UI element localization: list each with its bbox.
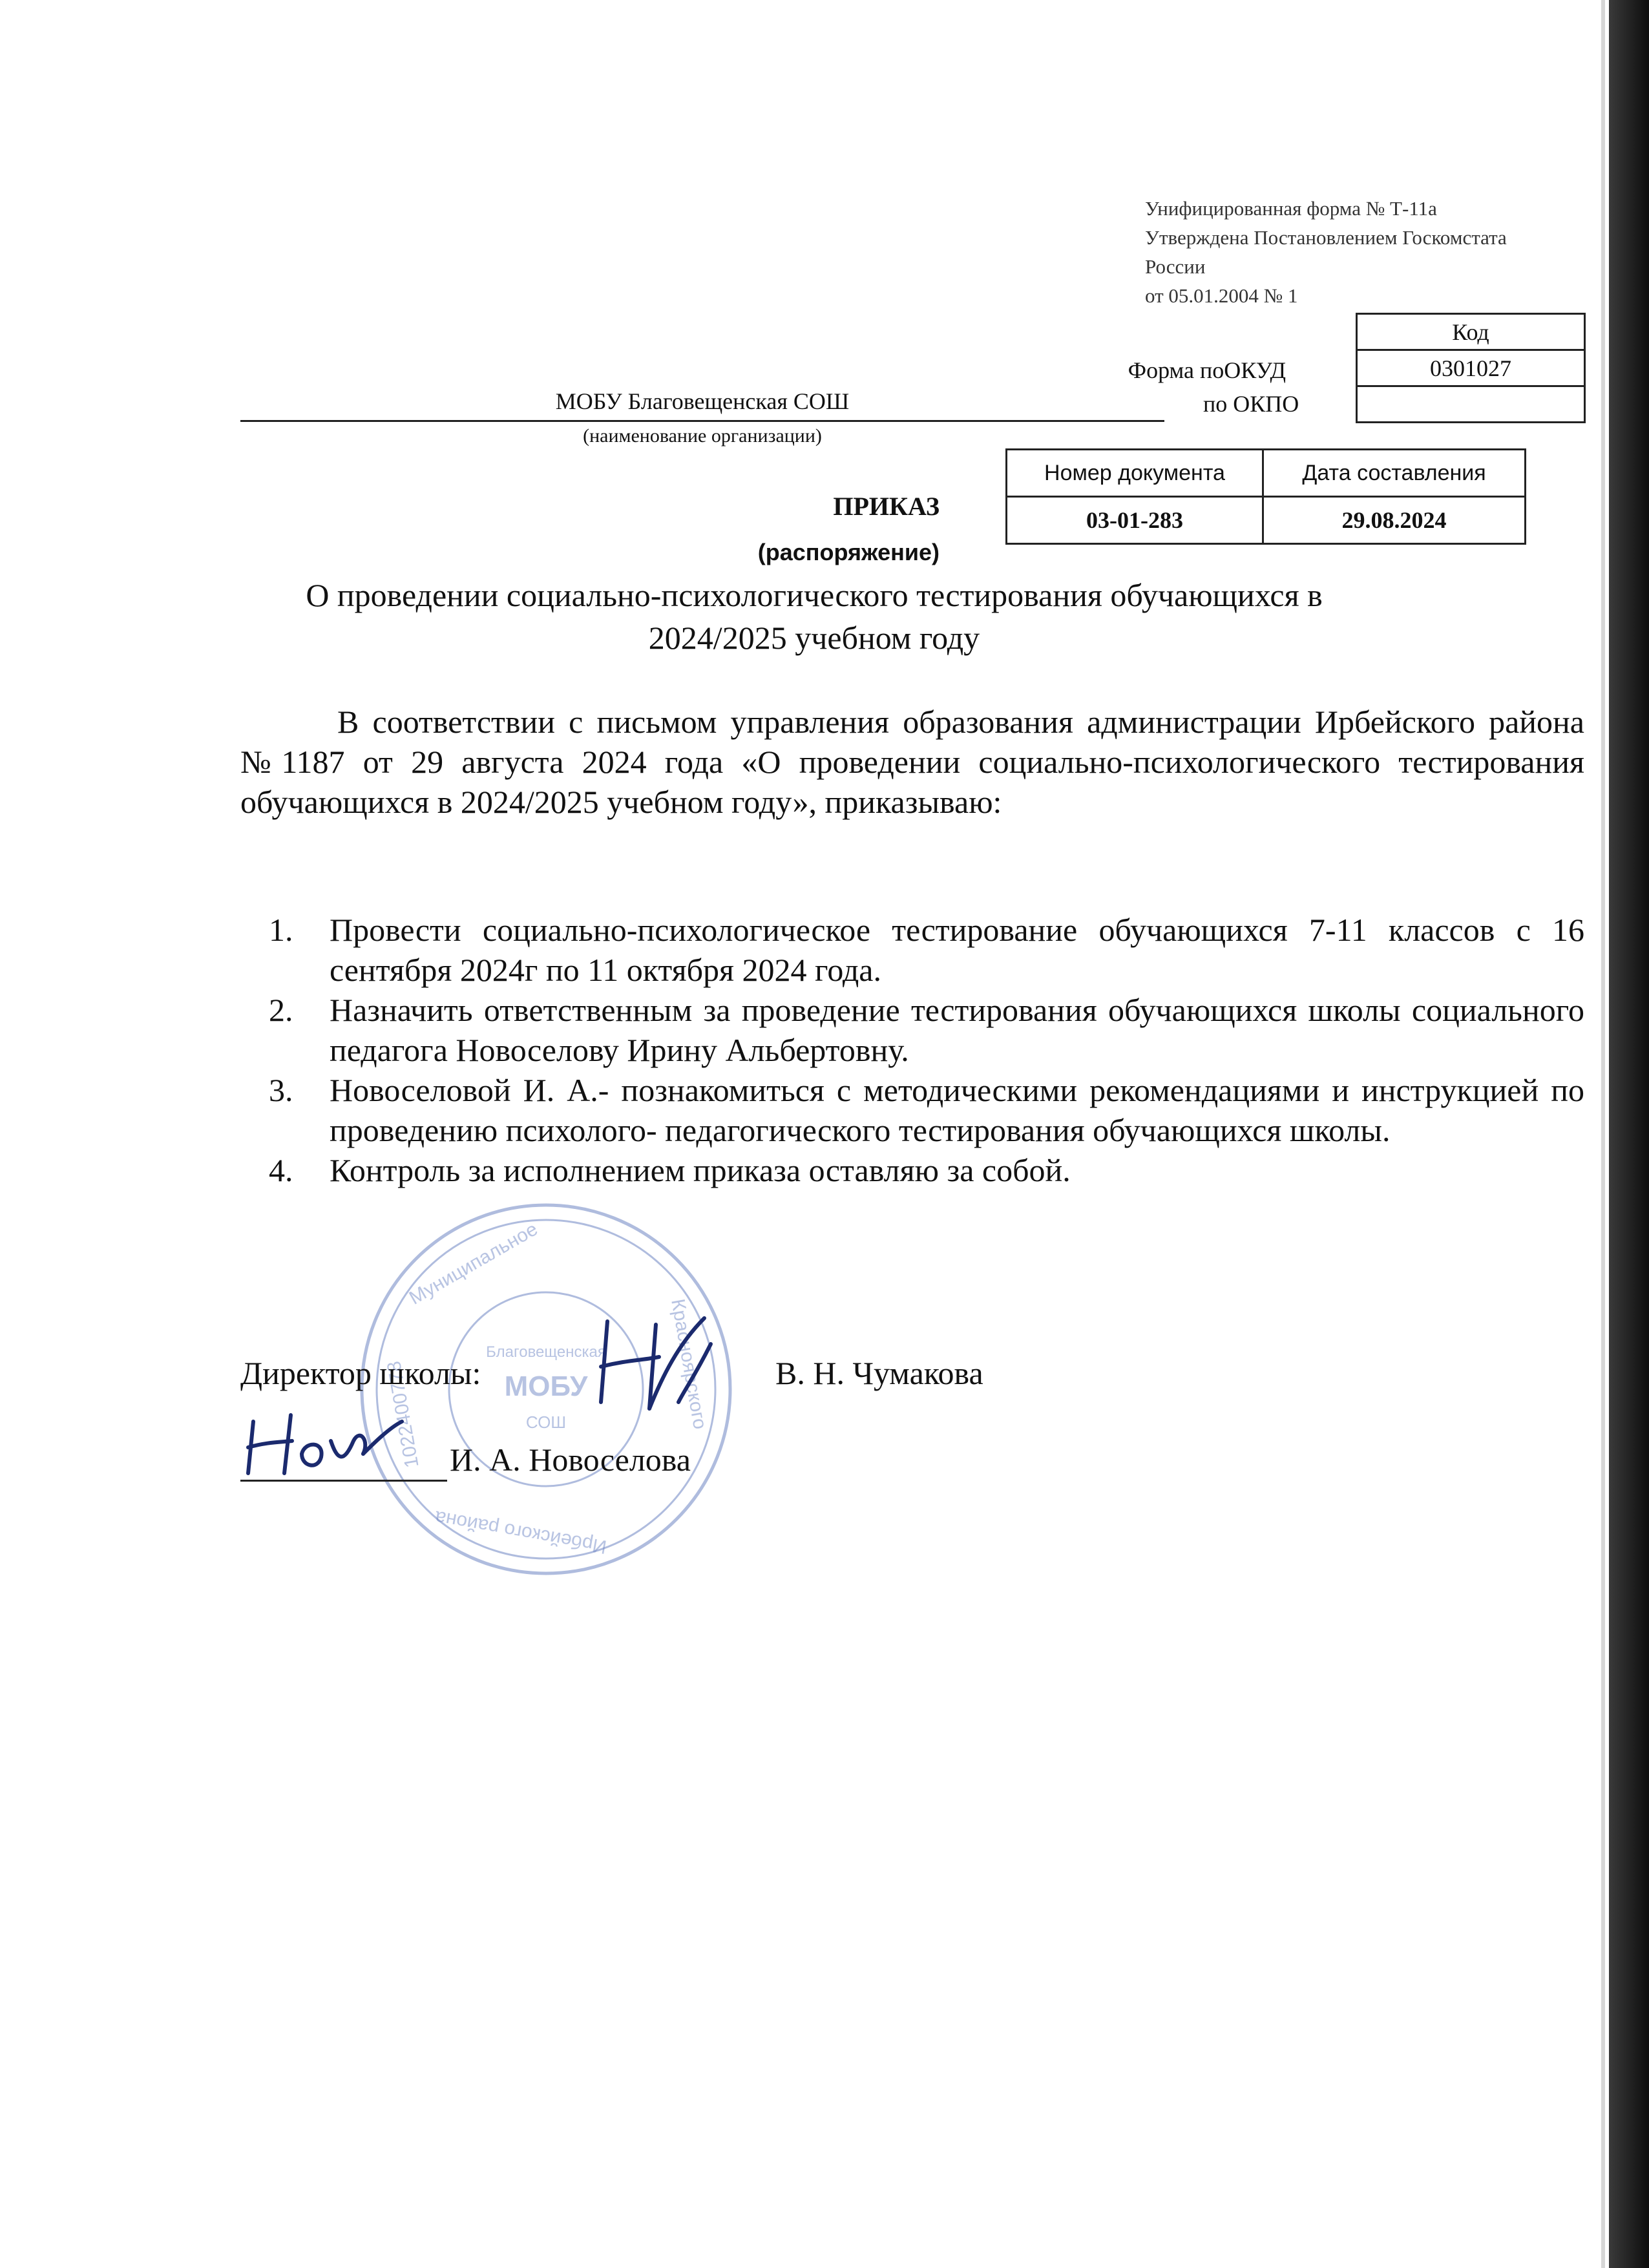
second-signature <box>240 1402 408 1486</box>
order-text: Контроль за исполнением приказа оставляю за собой. <box>330 1152 1071 1188</box>
order-number: 3. <box>269 1072 293 1108</box>
svg-text:1022400778: 1022400778 <box>383 1359 423 1470</box>
code-header: Код <box>1357 314 1585 350</box>
svg-text:Благовещенская: Благовещенская <box>486 1343 606 1361</box>
scan-edge <box>1609 0 1649 2268</box>
order-item <box>240 1150 1584 1190</box>
director-label: Директор школы: <box>240 1355 481 1391</box>
order-number: 2. <box>269 992 293 1028</box>
order-number: 1. <box>269 912 293 948</box>
document-type: ПРИКАЗ <box>833 492 940 521</box>
okud-value: 0301027 <box>1357 350 1585 386</box>
doc-number: 03-01-283 <box>1007 497 1263 544</box>
stamp-center-text: МОБУ <box>504 1370 588 1402</box>
organization-caption: (наименование организации) <box>583 425 822 446</box>
organization-name: МОБУ Благовещенская СОШ <box>555 388 850 414</box>
svg-text:Красноярского: Красноярского <box>667 1297 711 1431</box>
director-signature <box>582 1305 724 1428</box>
form-info-line3: России <box>1145 255 1206 278</box>
second-signer-name: И. А. Новоселова <box>450 1442 691 1478</box>
form-info-line1: Унифицированная форма № Т-11а <box>1145 197 1437 220</box>
order-text: Назначить ответственным за проведение тестирования обучающихся школы социального педагога Новоселову Ирину Альбертовну. <box>330 992 1584 1068</box>
doc-number-header: Номер документа <box>1007 450 1263 497</box>
form-info <box>1145 194 1507 310</box>
svg-text:Ирбейского района: Ирбейского района <box>433 1506 609 1558</box>
code-table <box>1356 313 1586 423</box>
okud-label: Форма поОКУД <box>1128 357 1286 383</box>
document-table <box>1005 448 1526 545</box>
form-info-line4: от 05.01.2004 № 1 <box>1145 284 1298 307</box>
orders-list <box>240 910 1584 1190</box>
doc-date: 29.08.2024 <box>1263 497 1526 544</box>
document-subject: О проведении социально-психологического тестирования обучающихся в 2024/2025 учебном году <box>306 577 1323 656</box>
scan-edge-line <box>1601 0 1605 2268</box>
okpo-label: по ОКПО <box>1203 391 1299 417</box>
organization-underline <box>240 420 1164 422</box>
form-info-line2: Утверждена Постановлением Госкомстата <box>1145 226 1507 249</box>
order-text: Провести социально-психологическое тестирование обучающихся 7-11 классов с 16 сентября 2024г по 11 октября 2024 года. <box>330 912 1584 988</box>
director-name: В. Н. Чумакова <box>775 1355 983 1391</box>
order-text: Новоселовой И. А.- познакомиться с методическими рекомендациями и инструкцией по проведению психолого- педагогического тестирования обучающихся школы. <box>330 1072 1584 1148</box>
doc-date-header: Дата составления <box>1263 450 1526 497</box>
svg-text:Муниципальное: Муниципальное <box>405 1218 541 1309</box>
signature-line <box>240 1480 447 1482</box>
document-subtype: (распоряжение) <box>757 539 940 565</box>
order-item <box>240 1070 1584 1150</box>
order-item <box>240 910 1584 990</box>
svg-text:СОШ: СОШ <box>525 1412 567 1432</box>
preamble-paragraph: В соответствии с письмом управления образования администрации Ирбейского района №1187 от 29 августа 2024 года «О проведении социально-психологического тестирования обучающихся в 2024/2025 учебном году», приказываю: <box>240 704 1584 820</box>
okpo-value <box>1357 386 1585 423</box>
order-number: 4. <box>269 1152 293 1188</box>
order-item <box>240 990 1584 1070</box>
